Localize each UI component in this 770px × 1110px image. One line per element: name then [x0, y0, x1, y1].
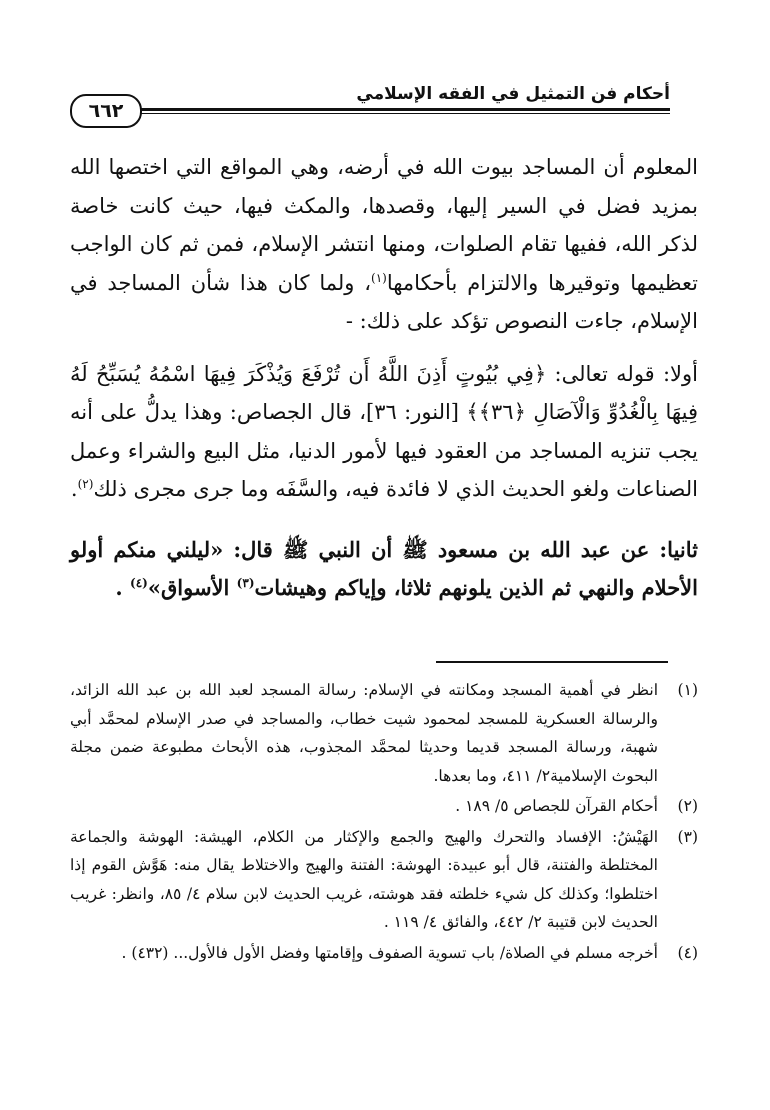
footnote [70, 823, 698, 937]
footnote-number: (٣) [677, 827, 698, 846]
page-header [70, 82, 670, 126]
footnote-text: أحكام القرآن للجصاص ٥/ ١٨٩ . [455, 797, 658, 815]
main-text [70, 148, 698, 622]
footnote-ref-3: (٣) [236, 576, 255, 590]
footnote-text: الهَيْشُ: الإفساد والتحرك والهيج والجمع والإكثار من الكلام، الهيشة: الهوشة والجماعة المختلطة والفتنة، قال أبو عبيدة: الهوشة: الفتنة والهيج والاختلاط يقال منه: هَوَّش القوم إذا اختلطوا؛ وكذلك كل شيء خلطته فقد هوشته، غريب الحديث لابن سلام ٤/ ٨٥، وانظر: غريب الحديث لابن قتيبة ٢/ ٤٤٢، والفائق ٤/ ١١٩ . [70, 827, 658, 931]
header-rule [140, 108, 670, 111]
paragraph-second-evidence-mid: الأسواق» [147, 575, 237, 600]
footnote [70, 792, 698, 821]
paragraph-first-evidence-tail: . [70, 477, 78, 501]
paragraph-second-evidence [70, 531, 698, 608]
paragraph-intro [70, 148, 698, 341]
footnote [70, 939, 698, 968]
paragraph-first-evidence [70, 355, 698, 509]
footnote-number: (٤) [677, 943, 698, 962]
footnote-ref-1: (١) [371, 270, 387, 285]
footnote-number: (٢) [677, 797, 698, 815]
footnote-number: (١) [677, 681, 698, 699]
footnote [70, 676, 698, 790]
paragraph-second-evidence-tail: . [115, 575, 131, 600]
footnote-text: أخرجه مسلم في الصلاة/ باب تسوية الصفوف وإقامتها وفضل الأول فالأول... (٤٣٢) . [121, 943, 658, 962]
footnote-ref-4: (٤) [130, 576, 148, 590]
footnote-text: انظر في أهمية المسجد ومكانته في الإسلام: رسالة المسجد لعبد الله بن عبد الله الزائد، والرسالة العسكرية للمسجد لمحمود شيت خطاب، والمساجد في صدر الإسلام لمحمَّد أبي شهبة، ورسالة المسجد قديما وحديثا لمحمَّد المجذوب، هذه الأبحاث مطبوعة ضمن مجلة البحوث الإسلامية٢/ ٤١١، وما بعدها. [70, 681, 658, 785]
footnotes [70, 676, 698, 969]
footnote-separator [436, 661, 668, 663]
running-title: أحكام فن التمثيل في الفقه الإسلامي [356, 84, 670, 104]
paragraph-second-evidence-text: ثانيا: عن عبد الله بن مسعود ﷺ أن النبي ﷺ قال: «ليلني منكم أولو الأحلام والنهي ثم الذين يلونهم ثلاثا، وإياكم وهيشات [70, 536, 698, 600]
page-number: ٦٦٢ [70, 94, 142, 128]
paragraph-intro-tail: ، ولما كان هذا شأن المساجد في الإسلام، جاءت النصوص تؤكد على ذلك: - [70, 270, 698, 333]
header-rule-thin [140, 113, 670, 114]
paragraph-first-evidence-text: أولا: قوله تعالى: ﴿فِي بُيُوتٍ أَذِنَ اللَّهُ أَن تُرْفَعَ وَيُذْكَرَ فِيهَا اسْمُهُ يُسَبِّحُ لَهُ فِيهَا بِالْغُدُوِّ وَالْآصَالِ ﴿٣٦﴾﴾ [النور: ٣٦]، قال الجصاص: وهذا يدلُّ على أنه يجب تنزيه المساجد من العقود فيها لأمور الدنيا، مثل البيع والشراء وعمل الصناعات ولغو الحديث الذي لا فائدة فيه، والسَّفَه وما جرى مجرى ذلك [70, 361, 698, 501]
footnote-ref-2: (٢) [77, 477, 94, 491]
paragraph-intro-text: المعلوم أن المساجد بيوت الله في أرضه، وهي المواقع التي اختصها الله بمزيد فضل في السير إليها، وقصدها، والمكث فيها، حيث كانت خاصة لذكر الله، ففيها تقام الصلوات، ومنها انتشر الإسلام، فمن ثم كان الواجب تعظيمها وتوقيرها والالتزام بأحكامها [70, 155, 698, 295]
